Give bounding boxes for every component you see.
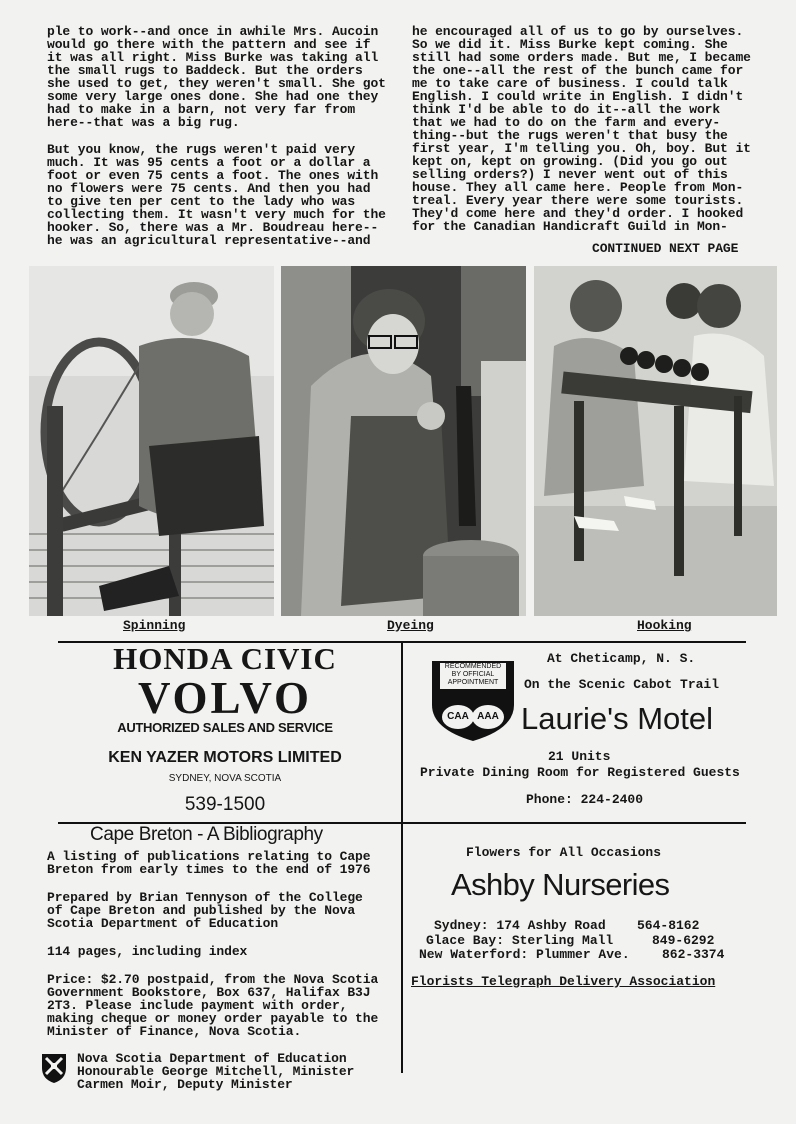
bibliography-text: Prepared by Brian Tennyson of the College [47,890,363,905]
caa-aaa-badge [428,657,518,743]
text-line: here--that was a big rug. [47,115,240,130]
text-line: much. It was 95 cents a foot or a dollar a [47,155,371,170]
text-line: no flowers were 75 cents. And then you had [47,181,371,196]
bibliography-footer: Honourable George Mitchell, Minister [77,1064,355,1079]
motel-name: Laurie's Motel [521,701,714,736]
text-line: English. I could write in English. I didn't [412,89,744,104]
text-line: So we did it. Miss Burke kept coming. She [412,37,728,52]
text-line: the small rugs to Baddeck. But the orders [47,63,363,78]
badge-aaa: AAA [477,711,499,722]
text-line: foot or even 75 cents a foot. The ones with [47,168,379,183]
photo-dyeing [281,266,526,616]
bibliography-text: Price: $2.70 postpaid, from the Nova Scotia [47,972,379,987]
text-line: she used to get, they weren't small. She got [47,76,386,91]
company-phone: 539-1500 [184,794,266,815]
text-line: for the Canadian Handicraft Guild in Mon- [412,219,728,234]
nursery-phone: 862-3374 [662,947,725,962]
text-line: to give ten per cent to the lady who was [47,194,356,209]
motel-location: At Cheticamp, N. S. [547,651,696,666]
badge-text: BY OFFICIAL [451,671,495,678]
text-line: it was all right. Miss Burke was taking all [47,50,379,65]
nursery-name: Ashby Nurseries [451,867,670,902]
bibliography-text: making cheque or money order payable to the [47,1011,379,1026]
nursery-association: Florists Telegraph Delivery Association [411,974,716,989]
bibliography-text: 114 pages, including index [47,944,248,959]
text-line: thing--but the rugs weren't that busy the [412,128,728,143]
text-line: some very large ones done. She had one they [47,89,379,104]
company-name: KEN YAZER MOTORS LIMITED [108,749,342,766]
dyeing-illustration [281,266,526,616]
photo-hooking [534,266,777,616]
text-line: kept on, kept on growing. (Did you go out [412,154,728,169]
badge-caa: CAA [447,711,469,722]
nursery-tagline: Flowers for All Occasions [466,845,662,860]
authorized-sales-text: AUTHORIZED SALES AND SERVICE [117,720,333,735]
spinning-illustration [29,266,274,616]
text-line: still had some orders made. But me, I became [412,50,751,65]
nova-scotia-crest-icon [40,1052,68,1084]
motel-trail: On the Scenic Cabot Trail [524,677,720,692]
nursery-location: New Waterford: Plummer Ave. [419,947,630,962]
ad-vertical-rule [401,641,403,1073]
nursery-phone: 564-8162 [637,918,700,933]
text-line: that we had to do on the farm and every- [412,115,721,130]
bibliography-text: Minister of Finance, Nova Scotia. [47,1024,302,1039]
text-line: first year, I'm telling you. Oh, boy. But it [412,141,751,156]
bibliography-text: Breton from early times to the end of 1976 [47,862,371,877]
text-line: house. They all came here. People from Mon- [412,180,744,195]
volvo-heading: VOLVO [137,673,313,723]
motel-phone: Phone: 224-2400 [526,792,644,807]
text-line: hooker. So, there was a Mr. Boudreau here-- [47,220,379,235]
bibliography-footer: Carmen Moir, Deputy Minister [77,1077,293,1092]
hooking-illustration [534,266,777,616]
text-line: me to take care of business. I could talk [412,76,728,91]
continued-next-page: CONTINUED NEXT PAGE [592,241,739,256]
badge-text: APPOINTMENT [447,679,499,686]
text-line: ple to work--and once in awhile Mrs. Aucoin [47,24,379,39]
text-line: think I'd be able to do it--all the work [412,102,721,117]
bibliography-text: Government Bookstore, Box 637, Halifax B3J [47,985,371,1000]
text-line: treal. Every year there were some tourists. [412,193,744,208]
text-line: had to make in a barn, not very far from [47,102,356,117]
bibliography-text: of Cape Breton and published by the Nova [47,903,356,918]
photo-spinning [29,266,274,616]
caption-spinning: Spinning [123,618,186,633]
nursery-location: Sydney: 174 Ashby Road [434,918,606,933]
bibliography-text: Scotia Department of Education [47,916,279,931]
bibliography-text: A listing of publications relating to Cape [47,849,371,864]
caption-hooking: Hooking [637,618,692,633]
bibliography-title: Cape Breton - A Bibliography [90,824,323,845]
motel-dining: Private Dining Room for Registered Guests [420,765,740,780]
company-city: SYDNEY, NOVA SCOTIA [168,773,282,784]
text-line: would go there with the pattern and see if [47,37,371,52]
badge-text: RECOMMENDED [444,663,502,670]
nursery-location: Glace Bay: Sterling Mall [426,933,614,948]
text-line: selling orders?) I never went out of this [412,167,728,182]
text-line: They'd come here and they'd order. I hooked [412,206,744,221]
caption-dyeing: Dyeing [387,618,434,633]
motel-units: 21 Units [548,749,611,764]
text-line: the one--all the rest of the bunch came for [412,63,744,78]
text-line: collecting them. It wasn't very much for the [47,207,386,222]
bibliography-text: 2T3. Please include payment with order, [47,998,348,1013]
text-line: he was an agricultural representative--and [47,233,371,248]
honda-civic-heading: HONDA CIVIC [113,641,337,676]
bibliography-footer: Nova Scotia Department of Education [77,1051,347,1066]
nursery-phone: 849-6292 [652,933,715,948]
text-line: But you know, the rugs weren't paid very [47,142,356,157]
text-line: he encouraged all of us to go by ourselves. [412,24,744,39]
